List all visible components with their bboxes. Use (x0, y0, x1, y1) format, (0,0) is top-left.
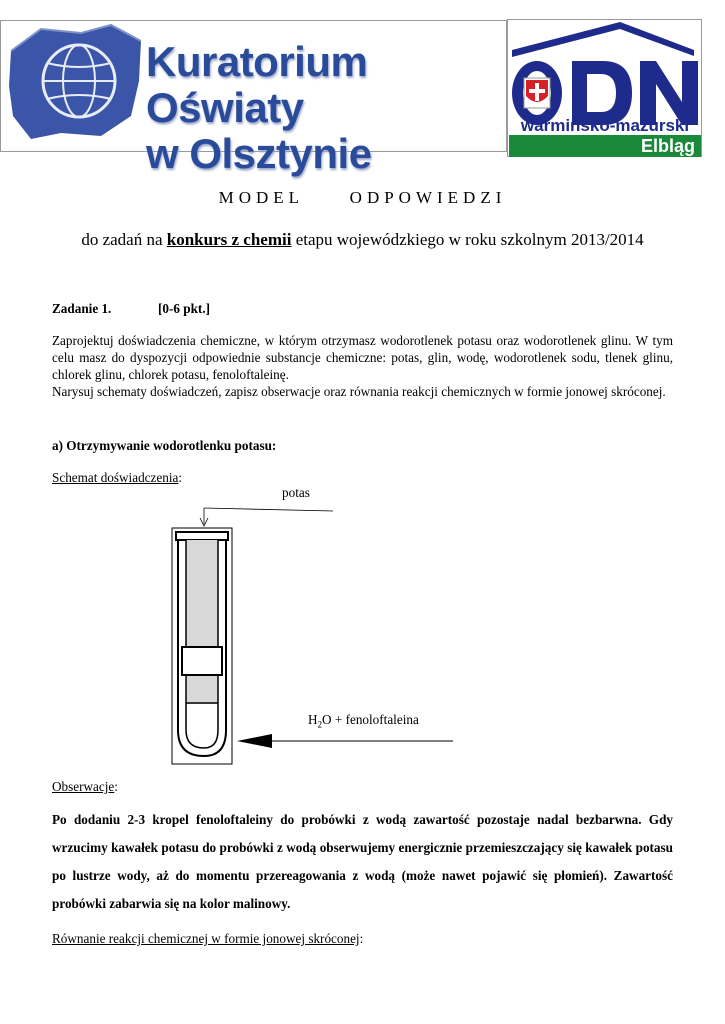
label-water-phenolphthalein: $H_2O$ + fenoloftaleina (308, 712, 419, 730)
observation-text: Po dodaniu 2-3 kropel fenoloftaleiny do probówki z wodą zawartość pozostaje nadal bezbarwna. Gdy wrzucimy kawałek potasu do probówki z wodą obserwujemy energicznie przemieszczający się kawałek potasu po lustrze wody, aż do momentu przereagowania z wodą (może nawet pojawić się płomień). Zawartość probówki zabarwia się na kolor malinowy. (52, 812, 673, 911)
task-text-2: Narysuj schematy doświadczeń, zapisz obserwacje oraz równania reakcji chemicznych w formie jonowej skróconej. (52, 384, 666, 399)
schema-label: Schemat doświadczenia: (52, 470, 183, 485)
contest-name: konkurs z chemii (166, 230, 292, 249)
equation-label: Równanie reakcji chemicznej w formie jonowej skróconej: (52, 931, 364, 946)
observation-label: Obserwacje: (52, 779, 118, 794)
water-arrow-head (237, 734, 272, 748)
potassium-piece (182, 647, 222, 675)
water-liquid (187, 704, 217, 747)
potassium-pointer-line (204, 508, 333, 511)
kuratorium-name: Kuratorium Oświaty w Olsztynie (146, 38, 372, 177)
section-a-heading: a) Otrzymywanie wodorotlenku potasu: (52, 438, 277, 453)
task-text: Zaprojektuj doświadczenia chemiczne, w którym otrzymasz wodorotlenek potasu oraz wodorotlenek glinu. W tym celu masz do dyspozycji odpowiednie substancje chemiczne: potas, glin, wodę, wodorotlenek sodu, tlenek glinu, chlorek glinu, chlorek potasu, fenoloftaleinę. (52, 333, 673, 382)
page-subtitle: do zadań na konkurs z chemii etapu wojewódzkiego w roku szkolnym 2013/2014 (81, 230, 644, 249)
test-tube-rim (176, 532, 228, 540)
page-title: MODEL ODPOWIEDZI (218, 188, 507, 207)
odn-region: warmińsko-mazurski (520, 116, 690, 135)
odn-city: Elbląg (509, 135, 701, 157)
task-heading: Zadanie 1. [0-6 pkt.] (52, 301, 211, 316)
label-potassium: potas (282, 485, 310, 500)
